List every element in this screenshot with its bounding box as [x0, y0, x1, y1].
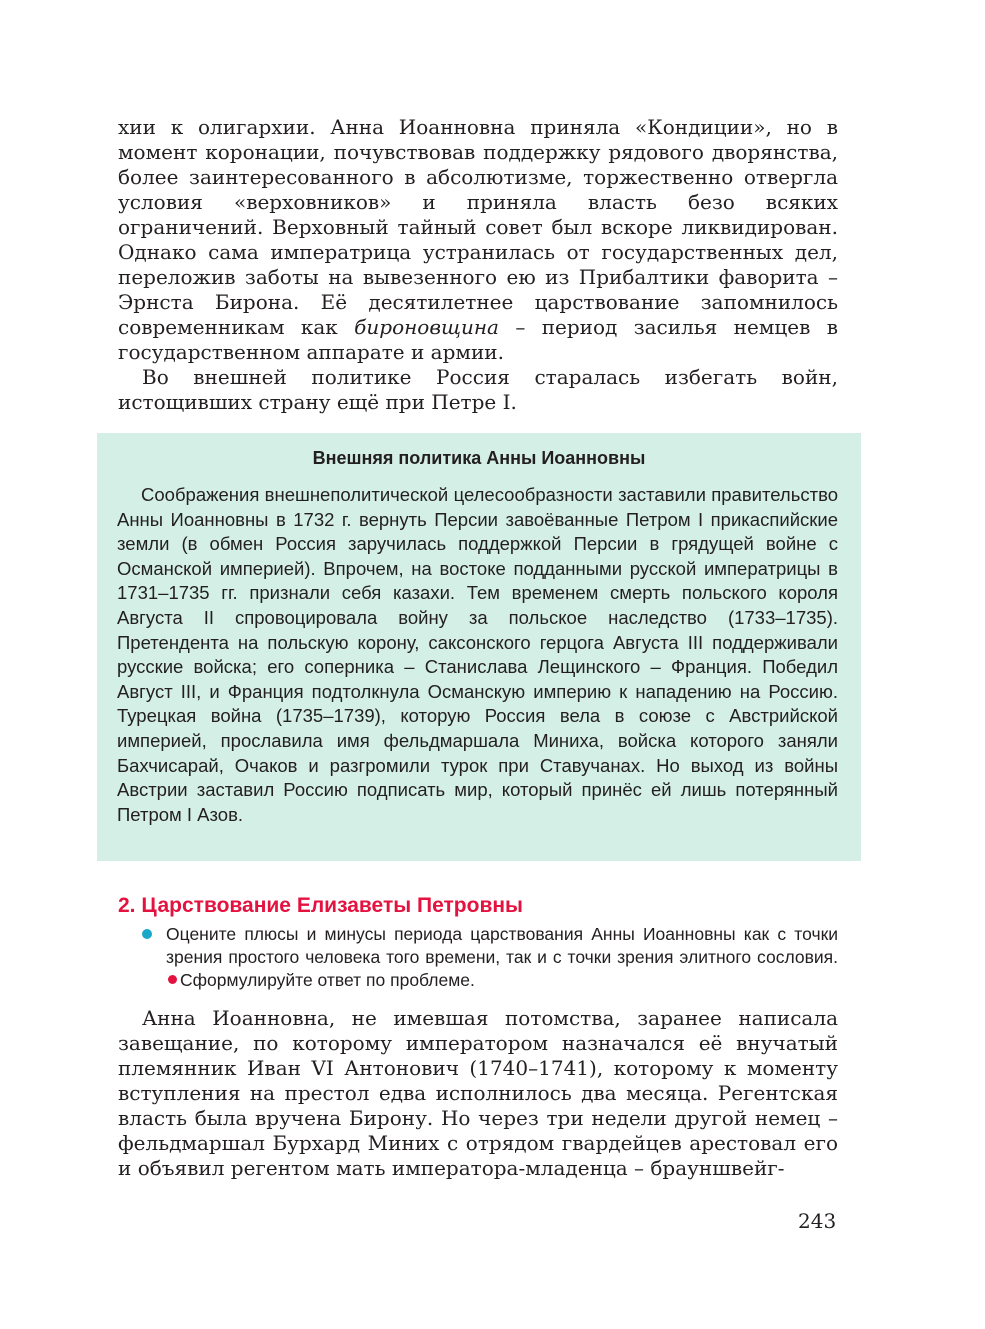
task-block: [142, 923, 838, 992]
sidebar-text: Соображения внешнеполитической целесообразности заставили правительство Анны Иоанновны в 1732 г. вернуть Персии завоёванные Петром I прикаспийские земли (в обмен Россия заручилась поддержкой Персии в грядущей войне с Османской империей). Впрочем, на востоке подданными русской императрицы в 1731–1735 гг. признали себя казахи. Тем временем смерть польского короля Августа II спровоцировала войну за польское наследство (1733–1735). Претендента на польскую корону, саксонского герцога Августа III поддерживали русские войска; его соперника – Станислава Лещинского – Франция. Победил Август III, и Франция подтолкнула Османскую империю к нападению на Россию. Турецкая война (1735–1739), которую Россия вела в союзе с Австрийской империей, прославила имя фельдмаршала Миниха, войска которого заняли Бахчисарай, Очаков и разгромили турок при Ставучанах. Но выход из войны Австрии заставил Россию подписать мир, который принёс ей лишь потерянный Петром I Азов.: [117, 484, 838, 825]
body-paragraph: Анна Иоанновна, не имевшая потомства, заранее написала завещание, по которому императором назначался её внучатый племянник Иван VI Антонович (1740–1741), которому к моменту вступления на престол едва исполнилось два месяца. Регентская власть была вручена Бирону. Но через три недели другой немец – фельдмаршал Бурхард Миних с отрядом гвардейцев арестовал его и объявил регентом мать императора-младенца – брауншвейг-: [118, 1006, 838, 1180]
intro-text: [118, 115, 838, 415]
sidebar-title: Внешняя политика Анны Иоанновны: [312, 448, 646, 468]
blue-bullet-icon: [142, 929, 152, 939]
section-heading: 2. Царствование Елизаветы Петровны: [118, 894, 523, 917]
red-bullet-icon: [168, 975, 177, 984]
intro-paragraph-2: Во внешней политике Россия старалась избегать войн, истощивших страну ещё при Петре I.: [118, 365, 838, 414]
term-bironovshchina: бироновщина: [354, 315, 499, 339]
intro-paragraph-1: хии к олигархии. Анна Иоанновна приняла «Кондиции», но в момент коронации, почувствовав поддержку рядового дворянства, более заинтересованного в абсолютизме, торжественно отвергла условия «верховников» и приняла власть безо всяких ограничений. Верховный тайный совет был вскоре ликвидирован. Однако сама императрица устранилась от государственных дел, переложив заботы на вывезенного ею из Прибалтики фаворита – Эрнста Бирона. Её десятилетнее царствование запомнилось современникам как бироновщина – период засилья немцев в государственном аппарате и армии.: [118, 115, 838, 364]
page-number: 243: [798, 1209, 837, 1233]
task-text: Оцените плюсы и минусы периода царствования Анны Иоанновны как с точки зрения простого человека того времени, так и с точки зрения элитного сословия. Сформулируйте ответ по проблеме.: [166, 924, 838, 990]
foreign-policy-sidebar: [97, 433, 861, 861]
